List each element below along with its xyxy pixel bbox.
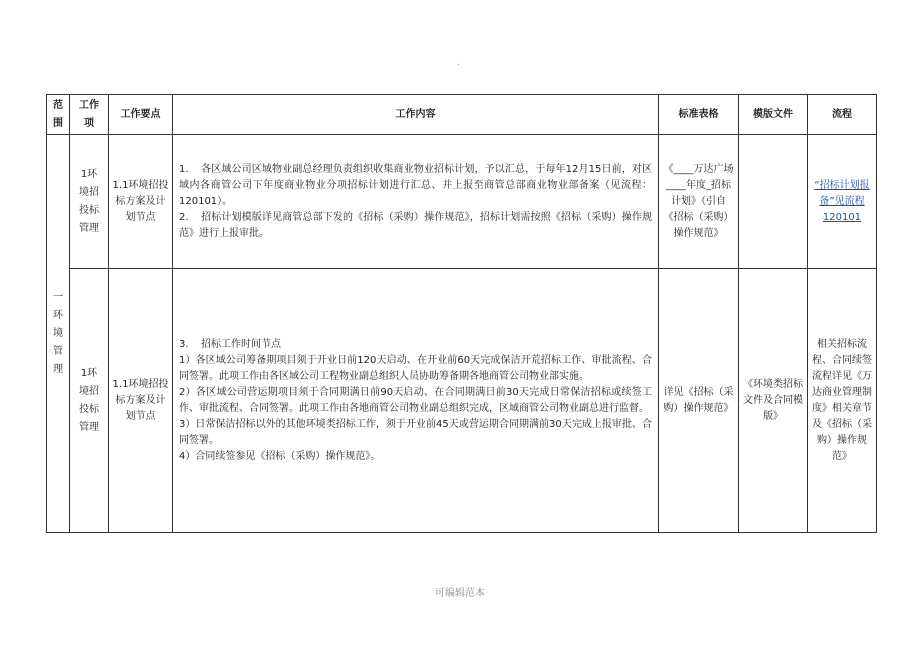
content-item: 1）各区域公司筹备期项目须于开业日前120天启动、在开业前60天完成保洁开荒招标工作、审批流程、合同签署。此项工作由各区域公司工程物业副总组织人员协助筹备期各地商管公司物业部实施。 xyxy=(179,354,652,382)
content-item: 2. 招标计划模版详见商管总部下发的《招标（采购）操作规范》，招标计划需按照《招标（采购）操作规范》进行上报审批。 xyxy=(179,211,652,239)
key-point-cell: 1.1环境招投标方案及计划节点 xyxy=(109,269,173,533)
table-row xyxy=(47,269,877,533)
content-cell xyxy=(173,135,659,269)
content-item: 2）各区域公司营运期项目须于合同期满日前90天启动、在合同期满日前30天完成日常保洁招标或续签工作、审批流程、合同签署。此项工作由各地商管公司物业副总组织完成，区域商管公司物业副总进行监督。 xyxy=(179,386,652,414)
content-item: 3）日常保洁招标以外的其他环境类招标工作，须于开业前45天或营运期合同期满前30天完成上报审批、合同签署。 xyxy=(179,418,652,446)
standard-form-cell: 详见《招标（采购）操作规范》 xyxy=(659,269,739,533)
header-process: 流程 xyxy=(808,95,877,135)
header-content: 工作内容 xyxy=(173,95,659,135)
header-standard-forms: 标准表格 xyxy=(659,95,739,135)
scope-cell: 一环境管理 xyxy=(47,135,70,533)
table-header-row xyxy=(47,95,877,135)
header-key-points: 工作要点 xyxy=(109,95,173,135)
process-link[interactable]: “招标计划报备”见流程120101 xyxy=(814,179,870,223)
key-point-cell: 1.1环境招投标方案及计划节点 xyxy=(109,135,173,269)
content-cell xyxy=(173,269,659,533)
process-cell: 相关招标流程、合同续签流程详见《万达商业管理制度》相关章节及《招标（采购）操作规范》 xyxy=(808,269,877,533)
process-link-cell[interactable] xyxy=(808,135,877,269)
header-scope: 范围 xyxy=(47,95,70,135)
work-item-cell: 1环境招投标管理 xyxy=(70,269,109,533)
work-table xyxy=(46,94,877,533)
template-cell: 《环境类招标文件及合同模版》 xyxy=(739,269,808,533)
header-mark: . xyxy=(457,58,460,68)
footer-text: 可编辑范本 xyxy=(435,588,485,599)
content-item: 1. 各区域公司区域物业副总经理负责组织收集商业物业招标计划，予以汇总，于每年12月15日前，对区域内各商管公司下年度商业物业分项招标计划进行汇总、并上报至商管总部商业物业部备案（见流程：120101）。 xyxy=(179,163,652,207)
standard-form-cell: 《____万达广场____年度_招标计划》（引自《招标（采购）操作规范》 xyxy=(659,135,739,269)
table-row xyxy=(47,135,877,269)
work-item-cell: 1环境招投标管理 xyxy=(70,135,109,269)
template-cell xyxy=(739,135,808,269)
content-item: 4）合同续签参见《招标（采购）操作规范》。 xyxy=(179,450,381,462)
content-title: 3. 招标工作时间节点 xyxy=(179,338,281,350)
header-templates: 模版文件 xyxy=(739,95,808,135)
header-work-item: 工作项 xyxy=(70,95,109,135)
